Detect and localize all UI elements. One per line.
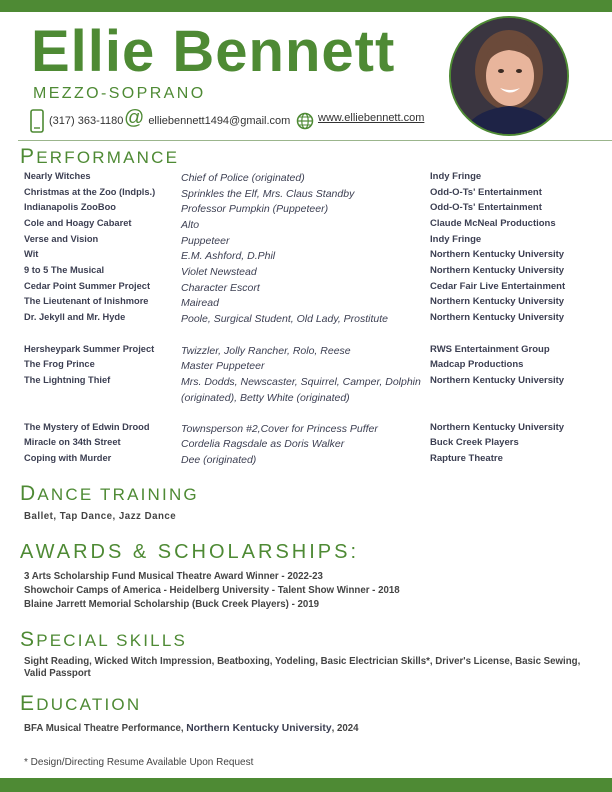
company: Madcap Productions [430, 359, 524, 370]
show-title: Dr. Jekyll and Mr. Hyde [24, 312, 126, 322]
education-entry [24, 723, 359, 734]
company: Northern Kentucky University [430, 312, 565, 323]
show-title: The Frog Prince [24, 359, 95, 369]
company: Odd-O-Ts' Entertainment [430, 202, 542, 213]
role: E.M. Ashford, D.Phil [181, 250, 276, 262]
email-contact[interactable] [124, 108, 290, 134]
company: Cedar Fair Live Entertainment [430, 281, 566, 292]
award-item: Showchoir Camps of America - Heidelberg University - Talent Show Winner - 2018 [24, 585, 400, 596]
header-divider [18, 140, 612, 141]
role: Townsperson #2,Cover for Princess Puffer [181, 423, 378, 435]
bottom-accent-bar [0, 778, 612, 792]
school: Northern Kentucky University [186, 723, 332, 734]
company: Northern Kentucky University [430, 422, 565, 433]
show-title: Cole and Hoagy Cabaret [24, 218, 132, 228]
company: Rapture Theatre [430, 453, 503, 464]
role: Puppeteer [181, 235, 230, 247]
role: Alto [181, 219, 200, 231]
role: Dee (originated) [181, 454, 257, 466]
role: Mrs. Dodds, Newscaster, Squirrel, Camper, Dolphin (originated), Betty White (originated) [181, 376, 421, 404]
role: Twizzler, Jolly Rancher, Rolo, Reese [181, 345, 351, 357]
show-title: Christmas at the Zoo (Indpls.) [24, 187, 156, 197]
website-contact[interactable] [296, 108, 424, 134]
dance-styles: Ballet, Tap Dance, Jazz Dance [24, 511, 177, 522]
show-title: Cedar Point Summer Project [24, 281, 151, 291]
company: Northern Kentucky University [430, 375, 565, 386]
phone-number: (317) 363-1180 [49, 115, 124, 127]
show-title: Coping with Murder [24, 453, 112, 463]
email-address[interactable]: elliebennett1494@gmail.com [148, 115, 291, 127]
show-title: Nearly Witches [24, 171, 91, 181]
top-accent-bar [0, 0, 612, 12]
skills-list: Sight Reading, Wicked Witch Impression, Beatboxing, Yodeling, Basic Electrician Skills*, Driver's License, Basic Sewing, Valid Passport [24, 656, 581, 679]
show-title: Miracle on 34th Street [24, 437, 121, 447]
phone-contact [30, 108, 123, 134]
role: Poole, Surgical Student, Old Lady, Prostitute [181, 313, 389, 325]
company: Northern Kentucky University [430, 265, 565, 276]
globe-icon [296, 112, 314, 130]
company: Indy Fringe [430, 234, 482, 245]
voice-type: MEZZO-SOPRANO [33, 85, 206, 102]
show-title: Indianapolis ZooBoo [24, 202, 116, 212]
show-title: The Lightning Thief [24, 375, 111, 385]
education-heading: EDUCATION [20, 692, 142, 715]
performer-name: Ellie Bennett [31, 19, 396, 84]
show-title: Wit [24, 249, 39, 259]
award-item: Blaine Jarrett Memorial Scholarship (Buck Creek Players) - 2019 [24, 599, 320, 610]
company: RWS Entertainment Group [430, 344, 550, 355]
show-title: The Lieutenant of Inishmore [24, 296, 149, 306]
show-title: The Mystery of Edwin Drood [24, 422, 150, 432]
award-item: 3 Arts Scholarship Fund Musical Theatre Award Winner - 2022-23 [24, 571, 323, 582]
company: Indy Fringe [430, 171, 482, 182]
role: Master Puppeteer [181, 360, 265, 372]
role: Cordelia Ragsdale as Doris Walker [181, 438, 345, 450]
at-icon: @ [124, 107, 145, 129]
headshot-photo [449, 16, 569, 136]
phone-icon [30, 109, 44, 133]
role: Character Escort [181, 282, 260, 294]
role: Violet Newstead [181, 266, 257, 278]
website-link[interactable]: www.elliebennett.com [318, 112, 425, 124]
company: Northern Kentucky University [430, 296, 565, 307]
footnote: * Design/Directing Resume Available Upon Request [24, 757, 254, 768]
role: Sprinkles the Elf, Mrs. Claus Standby [181, 188, 355, 200]
performance-heading: PERFORMANCE [20, 145, 180, 168]
show-title: 9 to 5 The Musical [24, 265, 105, 275]
role: Professor Pumpkin (Puppeteer) [181, 203, 329, 215]
show-title: Hersheypark Summer Project [24, 344, 155, 354]
show-title: Verse and Vision [24, 234, 99, 244]
role: Chief of Police (originated) [181, 172, 305, 184]
degree: BFA Musical Theatre Performance, [24, 723, 187, 734]
company: Claude McNeal Productions [430, 218, 556, 229]
company: Northern Kentucky University [430, 249, 565, 260]
company: Buck Creek Players [430, 437, 519, 448]
skills-heading: SPECIAL SKILLS [20, 628, 188, 651]
graduation-year: , 2024 [331, 723, 359, 734]
company: Odd-O-Ts' Entertainment [430, 187, 542, 198]
dance-heading: DANCE TRAINING [20, 482, 199, 505]
awards-heading: AWARDS & SCHOLARSHIPS: [20, 541, 360, 563]
role: Mairead [181, 297, 219, 309]
